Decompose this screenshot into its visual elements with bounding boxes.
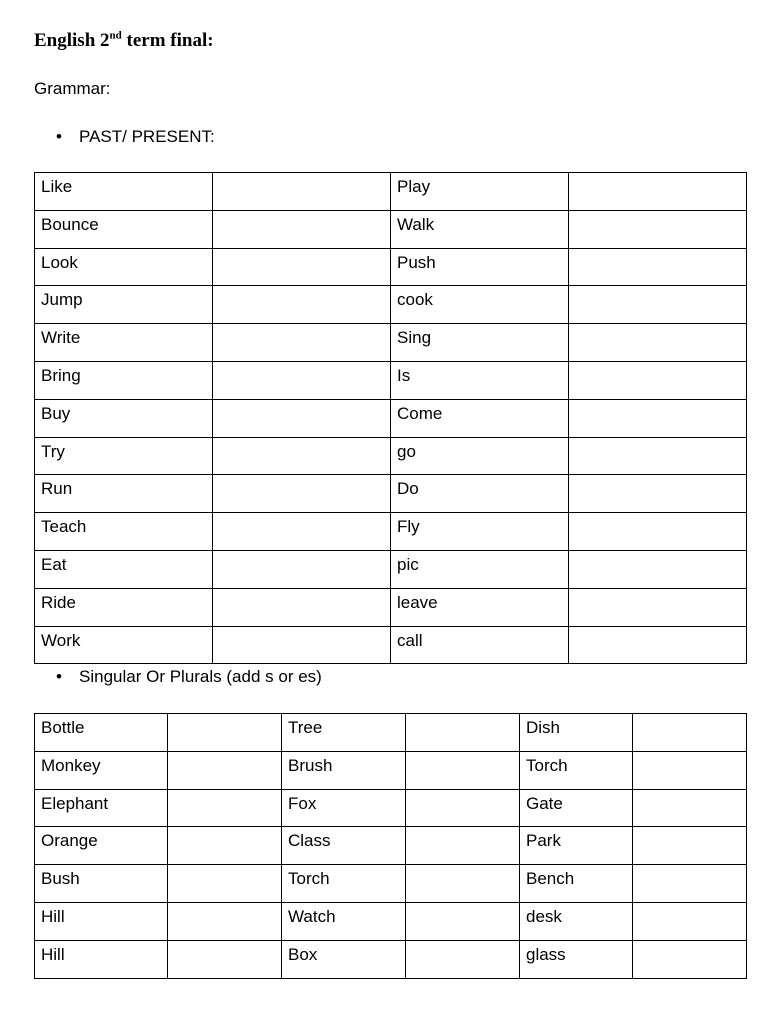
answer-text xyxy=(174,903,281,905)
word-text: Teach xyxy=(41,517,87,537)
word-cell xyxy=(282,865,406,903)
word-text: Bring xyxy=(41,365,81,385)
word-text: Do xyxy=(397,479,419,499)
answer-text xyxy=(575,438,746,440)
answer-cell[interactable] xyxy=(569,475,747,513)
bullet-past-present xyxy=(56,126,215,148)
answer-cell[interactable] xyxy=(213,437,391,475)
answer-text xyxy=(174,865,281,867)
table-row xyxy=(35,550,747,588)
word-text: Run xyxy=(41,479,73,499)
past-present-table xyxy=(34,172,747,664)
word-text: Tree xyxy=(288,718,323,737)
answer-text xyxy=(174,941,281,943)
answer-cell[interactable] xyxy=(213,626,391,664)
answer-text xyxy=(219,475,390,477)
word-text: Try xyxy=(41,441,65,461)
word-text: Torch xyxy=(526,755,568,775)
word-text: Bounce xyxy=(41,214,99,234)
word-cell xyxy=(520,865,633,903)
answer-cell[interactable] xyxy=(569,626,747,664)
answer-text xyxy=(575,324,746,326)
answer-cell[interactable] xyxy=(168,940,282,978)
answer-text xyxy=(219,249,390,251)
word-text: Elephant xyxy=(41,793,109,813)
word-text: Orange xyxy=(41,831,98,851)
answer-text xyxy=(219,173,390,175)
answer-cell[interactable] xyxy=(633,714,747,752)
answer-cell[interactable] xyxy=(168,865,282,903)
bullet-icon: • xyxy=(56,127,62,146)
word-text: Hill xyxy=(41,906,65,926)
word-cell xyxy=(282,714,406,752)
word-cell xyxy=(35,248,213,286)
answer-text xyxy=(412,790,519,792)
bullet-icon: • xyxy=(56,667,62,686)
answer-text xyxy=(639,865,746,867)
word-text: Work xyxy=(41,630,81,650)
word-text: Box xyxy=(288,944,318,964)
word-cell xyxy=(35,513,213,551)
word-text: Class xyxy=(288,831,331,851)
word-cell xyxy=(35,626,213,664)
answer-cell[interactable] xyxy=(406,789,520,827)
table-row xyxy=(35,399,747,437)
answer-cell[interactable] xyxy=(569,210,747,248)
word-cell xyxy=(391,248,569,286)
word-text: Push xyxy=(397,252,436,272)
word-cell xyxy=(520,714,633,752)
answer-cell[interactable] xyxy=(213,173,391,211)
table-row xyxy=(35,626,747,664)
bullet-label: PAST/ PRESENT: xyxy=(79,127,215,146)
answer-text xyxy=(575,589,746,591)
word-text: Look xyxy=(41,252,78,272)
table-row xyxy=(35,751,747,789)
word-cell xyxy=(391,475,569,513)
answer-cell[interactable] xyxy=(406,865,520,903)
answer-text xyxy=(412,865,519,867)
answer-text xyxy=(575,211,746,213)
answer-text xyxy=(639,714,746,716)
word-cell xyxy=(391,173,569,211)
answer-cell[interactable] xyxy=(213,475,391,513)
word-cell xyxy=(391,513,569,551)
answer-text xyxy=(412,827,519,829)
answer-cell[interactable] xyxy=(168,902,282,940)
table-row xyxy=(35,210,747,248)
answer-cell[interactable] xyxy=(569,324,747,362)
word-cell xyxy=(391,550,569,588)
table-row xyxy=(35,475,747,513)
word-text: Come xyxy=(397,403,443,423)
answer-text xyxy=(575,362,746,364)
word-cell xyxy=(391,286,569,324)
table-row xyxy=(35,513,747,551)
word-cell xyxy=(35,714,168,752)
table-row xyxy=(35,714,747,752)
answer-cell[interactable] xyxy=(213,399,391,437)
word-text: Is xyxy=(397,365,411,385)
answer-text xyxy=(412,903,519,905)
word-text: desk xyxy=(526,906,562,926)
answer-text xyxy=(639,941,746,943)
answer-text xyxy=(575,513,746,515)
answer-cell[interactable] xyxy=(213,588,391,626)
answer-text xyxy=(639,752,746,754)
table-row xyxy=(35,248,747,286)
word-text: Bench xyxy=(526,869,575,889)
section-heading: Grammar: xyxy=(34,79,111,98)
table-row xyxy=(35,437,747,475)
answer-text xyxy=(219,627,390,629)
answer-text xyxy=(219,589,390,591)
answer-cell[interactable] xyxy=(569,588,747,626)
table-row xyxy=(35,286,747,324)
word-text: glass xyxy=(526,944,566,964)
word-text: leave xyxy=(397,592,438,612)
answer-text xyxy=(639,790,746,792)
answer-cell[interactable] xyxy=(213,513,391,551)
word-cell xyxy=(35,475,213,513)
answer-text xyxy=(639,903,746,905)
answer-cell[interactable] xyxy=(406,751,520,789)
answer-cell[interactable] xyxy=(406,714,520,752)
table-row xyxy=(35,361,747,399)
answer-text xyxy=(219,400,390,402)
table-row xyxy=(35,173,747,211)
answer-text xyxy=(219,211,390,213)
word-text: go xyxy=(397,441,416,461)
answer-text xyxy=(219,438,390,440)
answer-text xyxy=(412,941,519,943)
word-text: Like xyxy=(41,177,73,196)
word-text: Bush xyxy=(41,869,80,889)
word-text: call xyxy=(397,630,423,650)
answer-cell[interactable] xyxy=(569,248,747,286)
word-cell xyxy=(35,399,213,437)
answer-text xyxy=(575,475,746,477)
word-cell xyxy=(520,827,633,865)
word-cell xyxy=(282,902,406,940)
word-cell xyxy=(35,902,168,940)
answer-text xyxy=(412,752,519,754)
answer-text xyxy=(575,400,746,402)
word-text: Eat xyxy=(41,554,67,574)
word-cell xyxy=(35,361,213,399)
answer-text xyxy=(219,513,390,515)
answer-text xyxy=(219,551,390,553)
answer-text xyxy=(412,714,519,716)
word-text: cook xyxy=(397,290,433,310)
word-cell xyxy=(35,173,213,211)
answer-cell[interactable] xyxy=(213,324,391,362)
answer-cell[interactable] xyxy=(569,361,747,399)
answer-text xyxy=(219,286,390,288)
word-cell xyxy=(282,940,406,978)
word-cell xyxy=(35,210,213,248)
word-text: Fox xyxy=(288,793,317,813)
title-suffix: term final: xyxy=(121,30,214,51)
word-cell xyxy=(282,827,406,865)
word-text: Buy xyxy=(41,403,71,423)
word-text: Brush xyxy=(288,755,333,775)
answer-text xyxy=(639,827,746,829)
word-cell xyxy=(35,550,213,588)
word-cell xyxy=(391,437,569,475)
answer-text xyxy=(219,324,390,326)
document-title xyxy=(34,29,214,53)
word-cell xyxy=(391,210,569,248)
answer-text xyxy=(575,173,746,175)
answer-text xyxy=(219,362,390,364)
word-cell xyxy=(35,827,168,865)
word-text: Torch xyxy=(288,869,330,889)
word-cell xyxy=(391,324,569,362)
word-text: Ride xyxy=(41,592,76,612)
word-text: Park xyxy=(526,831,561,851)
word-cell xyxy=(520,789,633,827)
bullet-label: Singular Or Plurals (add s or es) xyxy=(79,667,322,686)
word-text: Write xyxy=(41,328,81,348)
answer-text xyxy=(575,551,746,553)
word-cell xyxy=(35,324,213,362)
title-prefix: English 2 xyxy=(34,30,110,51)
table-row xyxy=(35,827,747,865)
answer-cell[interactable] xyxy=(168,714,282,752)
word-cell xyxy=(35,751,168,789)
word-cell xyxy=(391,588,569,626)
word-text: Jump xyxy=(41,290,83,310)
word-cell xyxy=(35,588,213,626)
word-cell xyxy=(520,751,633,789)
bullet-singular-plurals xyxy=(56,666,322,688)
answer-cell[interactable] xyxy=(569,437,747,475)
word-text: Dish xyxy=(526,718,561,737)
answer-cell[interactable] xyxy=(569,286,747,324)
word-cell xyxy=(35,865,168,903)
answer-cell[interactable] xyxy=(569,550,747,588)
word-cell xyxy=(282,789,406,827)
answer-text xyxy=(174,827,281,829)
answer-cell[interactable] xyxy=(633,865,747,903)
answer-cell[interactable] xyxy=(406,902,520,940)
answer-text xyxy=(174,790,281,792)
answer-cell[interactable] xyxy=(633,789,747,827)
answer-cell[interactable] xyxy=(213,210,391,248)
word-cell xyxy=(391,399,569,437)
word-cell xyxy=(35,286,213,324)
word-text: pic xyxy=(397,554,419,574)
word-cell xyxy=(35,437,213,475)
answer-cell[interactable] xyxy=(213,361,391,399)
answer-cell[interactable] xyxy=(406,940,520,978)
table-row xyxy=(35,902,747,940)
word-text: Walk xyxy=(397,214,435,234)
answer-cell[interactable] xyxy=(633,751,747,789)
word-cell xyxy=(35,789,168,827)
table-row xyxy=(35,865,747,903)
answer-cell[interactable] xyxy=(569,513,747,551)
word-cell xyxy=(520,940,633,978)
word-text: Monkey xyxy=(41,755,101,775)
answer-cell[interactable] xyxy=(633,827,747,865)
answer-cell[interactable] xyxy=(168,751,282,789)
word-text: Watch xyxy=(288,906,336,926)
answer-cell[interactable] xyxy=(569,399,747,437)
word-cell xyxy=(391,626,569,664)
answer-cell[interactable] xyxy=(633,902,747,940)
word-text: Gate xyxy=(526,793,563,813)
word-cell xyxy=(391,361,569,399)
answer-cell[interactable] xyxy=(168,789,282,827)
word-text: Bottle xyxy=(41,718,85,737)
word-cell xyxy=(520,902,633,940)
plurals-table xyxy=(34,713,747,979)
answer-cell[interactable] xyxy=(168,827,282,865)
word-text: Hill xyxy=(41,944,65,964)
table-row xyxy=(35,324,747,362)
answer-cell[interactable] xyxy=(213,248,391,286)
answer-cell[interactable] xyxy=(213,550,391,588)
word-text: Fly xyxy=(397,517,420,537)
word-cell xyxy=(282,751,406,789)
word-text: Sing xyxy=(397,328,432,348)
answer-text xyxy=(575,627,746,629)
answer-text xyxy=(174,714,281,716)
table-row xyxy=(35,588,747,626)
answer-cell[interactable] xyxy=(213,286,391,324)
answer-cell[interactable] xyxy=(633,940,747,978)
title-superscript: nd xyxy=(109,29,122,42)
answer-cell[interactable] xyxy=(406,827,520,865)
answer-text xyxy=(575,249,746,251)
answer-cell[interactable] xyxy=(569,173,747,211)
table-row xyxy=(35,940,747,978)
answer-text xyxy=(575,286,746,288)
table-row xyxy=(35,789,747,827)
word-cell xyxy=(35,940,168,978)
answer-text xyxy=(174,752,281,754)
word-text: Play xyxy=(397,177,431,196)
